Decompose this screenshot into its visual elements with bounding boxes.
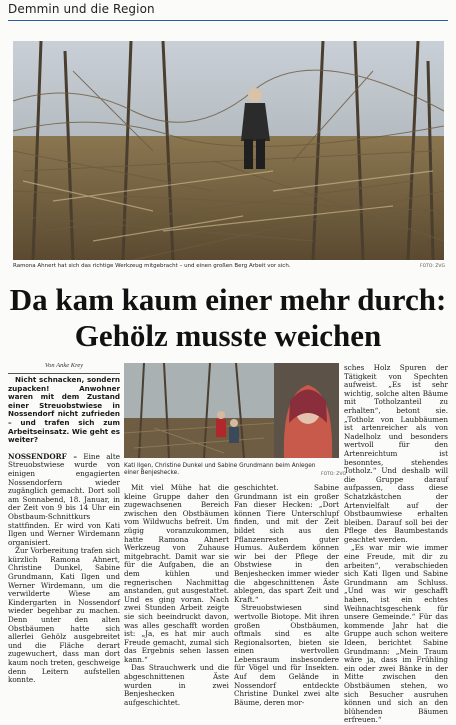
mid-photo-caption: Kati Ilgen, Christine Dunkel und Sabine Grundmann beim Anlegen einer Benjeshecke. bbox=[124, 463, 316, 477]
byline-divider bbox=[8, 373, 120, 374]
paragraph: „Es war mir wie immer eine Freude, mit dir zu arbeiten“, verabschieden sich Kati Ilgen und Sabine Grundmann am Schluss. „Und was wir geschafft haben, ist ein echtes Weihnachtsgeschenk für unsere Gemeinde.“ Für das kommende Jahr hat die Gruppe auch schon weitere Ideen, berichtet Sabine Grundmann: „Mein Traum wäre ja, dass im Frühling ein oder zwei Bänke in der Mitte zwischen den Obstbäumen stehen, wo sich Besucher ausruhen können und sich an den blühenden Bäumen erfreuen.“ bbox=[344, 543, 448, 725]
article-column-1 bbox=[8, 376, 120, 685]
top-photo-caption: Ramona Ahnert hat sich das richtige Werkzeug mitgebracht – und einen großen Berg Arbeit vor sich. bbox=[13, 263, 291, 269]
mid-photo bbox=[124, 363, 339, 458]
article-column-4 bbox=[344, 364, 448, 725]
headline-line-1: Da kam kaum einer mehr durch: bbox=[9, 282, 447, 317]
paragraph: Mit viel Mühe hat die kleine Gruppe daher den zugewachsenen Bereich zwischen den Obstbäumen vom Wildwuchs befreit. Um zügig voranzukommen, hatte Ramona Ahnert Werkzeug von Zuhause mitgebracht. Damit war sie für die Aufgaben, die an dem kühlen und regnerischen Nachmittag anstanden, gut ausgestattet. Und es ging voran. Nach zwei Stunden Arbeit zeigte sie sich beeindruckt davon, was alles geschafft worden ist: „Ja, es hat mir auch Freude gemacht, zumal sich das Ergebnis sehen lassen kann.“ bbox=[124, 483, 229, 664]
paragraph: Zur Vorbereitung trafen sich kürzlich Ramona Ahnert, Christine Dunkel, Sabine Grundmann, Kati Ilgen und Werner Wirdemann, um die verwilderte Wiese am Kindergarten in Nossendorf wieder begehbar zu machen. Denn unter den alten Obstbäumen hatte sich allerlei Gehölz ausgebreitet und die Fläche derart zugewuchert, dass man dort kaum noch treten, geschweige denn Leitern aufstellen konnte. bbox=[8, 546, 120, 685]
byline: Von Anke Krey bbox=[44, 362, 84, 369]
article-column-2 bbox=[124, 484, 229, 707]
dateline: NOSSENDORF – bbox=[8, 451, 77, 461]
headline bbox=[8, 282, 448, 354]
paragraph: Das Strauchwerk und die abgeschnittenen Äste wurden in zwei Benjeshecken aufgeschichtet. bbox=[124, 663, 229, 707]
paragraph: Streuobstwiesen sind wertvolle Biotope. Mit ihren großen Obstbäumen, oftmals sind es alte Regionalsorten, bieten sie einen wertvollen Lebensraum insbesondere für Vögel und für Insekten. Auf dem Gelände in Nossendorf entdeckte Christine Dunkel zwei alte Bäume, deren mor- bbox=[234, 603, 339, 707]
paragraph: Eine alte Streuobstwiese wurde von einigen engagierten Nossendorfern wieder zugänglich gemacht. Dort soll am Sonnabend, 18. Januar, in der Zeit von 9 bis 14 Uhr ein Obstbaum-Schnittkurs stattfinden. Er wird von Kati Ilgen und Werner Wirdemann organisiert. bbox=[8, 451, 120, 547]
article-column-3 bbox=[234, 484, 339, 707]
paragraph: sches Holz Spuren der Tätigkeit von Spechten aufweist. „Es ist sehr wichtig, solche alten Bäume mit Totholzanteil zu erhalten“, betont sie. „Totholz von Laubbäumen ist artenreicher als von Nadelholz und besonders wertvoll für den Artenreichtum ist besonntes, stehendes Totholz.“ Und deshalb will die Gruppe darauf aufpassen, dass diese Schatzkästchen der Artenvielfalt auf der Obstbaumwiese erhalten bleiben. Darauf soll bei der Pflege des Baumbestands geachtet werden. bbox=[344, 363, 448, 544]
paragraph: geschichtet. Sabine Grundmann ist ein großer Fan dieser Hecken: „Dort können Tiere Unterschlupf finden, und mit der Zeit bildet sich aus den Pflanzenresten guter Humus. Außerdem können wir bei der Pflege der Obstwiese in den Benjeshecken immer wieder die abgeschnittenen Äste ablegen, das spart Zeit und Kraft.“ bbox=[234, 483, 339, 604]
top-photo bbox=[13, 41, 444, 260]
top-photo-credit: FOTO: ZVG bbox=[420, 264, 445, 269]
section-divider bbox=[8, 20, 448, 21]
mid-photo-credit: FOTO: ZVG bbox=[321, 472, 346, 477]
article-lead: Nicht schnacken, sondern zupacken! Anwohner waren mit dem Zustand einer Streuobstwiese in Nossendorf nicht zufrieden – und trafen sich zum Arbeitseinsatz. Wie geht es weiter? bbox=[8, 375, 120, 445]
section-title: Demmin und die Region bbox=[8, 2, 155, 16]
headline-line-2: Gehölz musste weichen bbox=[74, 318, 382, 353]
